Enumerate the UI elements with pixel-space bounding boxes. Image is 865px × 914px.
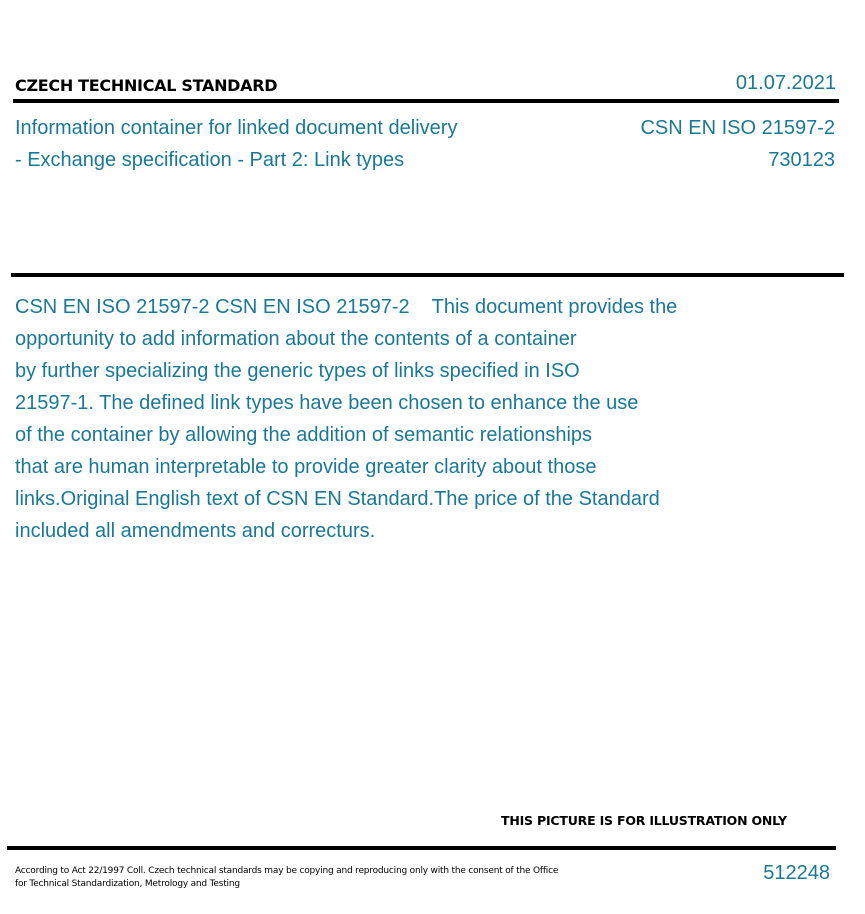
classification-code: 730123 xyxy=(768,149,835,171)
abstract-line: included all amendments and correcturs. xyxy=(15,520,376,542)
abstract-codes-prefix: CSN EN ISO 21597-2 CSN EN ISO 21597-2 xyxy=(15,296,410,318)
abstract-line: that are human interpretable to provide greater clarity about those xyxy=(15,456,597,478)
legal-notice-line-2: for Technical Standardization, Metrology and Testing xyxy=(15,879,240,889)
legal-notice-line-1: According to Act 22/1997 Coll. Czech technical standards may be copying and reproducing only with the consent of the Office xyxy=(15,866,559,876)
abstract-line: by further specializing the generic types of links specified in ISO xyxy=(15,360,580,382)
abstract-line: 21597-1. The defined link types have been chosen to enhance the use xyxy=(15,392,639,414)
standard-title-line-1: Information container for linked document delivery xyxy=(15,117,458,139)
document-type-label: CZECH TECHNICAL STANDARD xyxy=(15,76,278,95)
abstract-text xyxy=(15,291,755,547)
abstract-line: of the container by allowing the addition of semantic relationships xyxy=(15,424,593,446)
legal-notice xyxy=(15,865,558,891)
standard-code: CSN EN ISO 21597-2 xyxy=(640,117,835,139)
footer-divider xyxy=(7,846,836,850)
illustration-disclaimer: THIS PICTURE IS FOR ILLUSTRATION ONLY xyxy=(501,813,787,828)
header-divider xyxy=(13,99,839,103)
document-number: 512248 xyxy=(763,862,830,884)
section-divider xyxy=(11,273,844,277)
abstract-line: links.Original English text of CSN EN Standard.The price of the Standard xyxy=(15,488,660,510)
standard-title-line-2: - Exchange specification - Part 2: Link types xyxy=(15,149,405,171)
abstract-line-text: This document provides the xyxy=(431,296,678,318)
publication-date: 01.07.2021 xyxy=(735,72,836,94)
abstract-line xyxy=(15,291,755,323)
abstract-line: opportunity to add information about the contents of a container xyxy=(15,328,577,350)
